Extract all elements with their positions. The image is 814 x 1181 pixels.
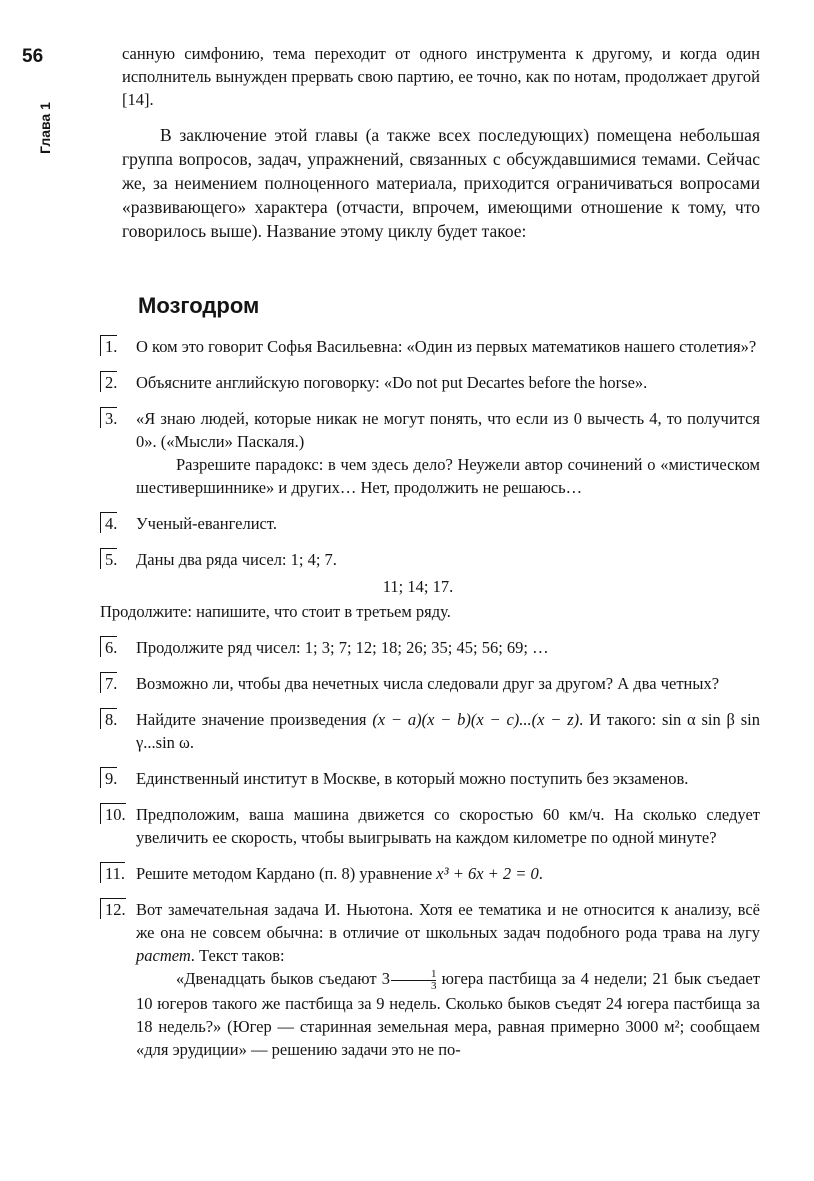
text-segment: . [189, 733, 195, 752]
problem-number: 2. [100, 371, 117, 392]
problem-text [136, 898, 760, 967]
problem-2 [100, 371, 760, 394]
problem-text: Даны два ряда чисел: 1; 4; 7. [136, 550, 337, 569]
chapter-label: Глава 1 [37, 102, 53, 154]
text-segment: Решите методом Кардано (п. 8) уравнение [136, 864, 437, 883]
problem-number: 4. [100, 512, 117, 533]
text-segment: Найдите значение произведения [136, 710, 373, 729]
section-heading: Мозгодром [138, 293, 260, 318]
problem-text: Ученый-евангелист. [136, 514, 277, 533]
problem-text: О ком это говорит Софья Васильевна: «Один из первых математиков нашего столетия»? [136, 337, 757, 356]
problem-number: 7. [100, 672, 117, 693]
problem-9 [100, 767, 760, 790]
problem-text: «Я знаю людей, которые никак не могут понять, что если из 0 вычесть 4, то получится 0». («Мысли» Паскаля.) [136, 409, 760, 451]
fraction-numerator: 1 [391, 969, 437, 981]
newton-problem-quote [136, 967, 760, 1061]
italic-word: растет [136, 946, 191, 965]
problem-6 [100, 636, 760, 659]
fraction-denominator: 3 [430, 979, 437, 992]
number-series-second: 11; 14; 17. [382, 577, 454, 596]
problem-number: 3. [100, 407, 117, 428]
problem-number: 10. [100, 803, 126, 824]
cubic-equation: x³ + 6x + 2 = 0 [436, 864, 539, 883]
problem-12 [100, 898, 760, 1061]
text-segment: . [538, 864, 543, 883]
problem-4 [100, 512, 760, 535]
problem-number: 1. [100, 335, 117, 356]
problem-text: Единственный институт в Москве, в который можно поступить без экзаменов. [136, 769, 689, 788]
problem-10 [100, 803, 760, 849]
sine-product-formula: sin α sin β sin γ...sin ω [136, 710, 760, 752]
chapter-closing-paragraph: В заключение этой главы (а также всех последующих) помещена небольшая группа вопросов, задач, упражнений, связанных с обсуждавшимися темами. Сейчас же, за неимением полноценного материала, приходится ограничиваться вопросами «развивающего» характера (отчасти, впрочем, имеющими отношение к тому, что говорилось выше). Название этому циклу будет такое: [122, 125, 760, 241]
problem-text [136, 708, 760, 754]
problem-1 [100, 335, 760, 358]
text-segment: «Двенадцать быков съедают 3 [176, 969, 390, 988]
problem-text: Предположим, ваша машина движется со скоростью 60 км/ч. На сколько следует увеличить ее скорость, чтобы выигрывать на каждом километре по одной минуте? [136, 805, 760, 847]
fraction-one-third [391, 969, 437, 992]
problem-number: 9. [100, 767, 117, 788]
problem-text-continuation: Продолжите: напишите, что стоит в третьем ряду. [100, 602, 451, 621]
problem-number: 12. [100, 898, 126, 919]
problem-text: Объясните английскую поговорку: «Do not put Decartes before the horse». [136, 373, 648, 392]
text-segment: Вот замечательная задача И. Ньютона. Хотя ее тематика и не относится к анализу, всё же она не совсем обычна: в отличие от школьных задач подобного рода трава на лугу [136, 900, 760, 942]
problem-8 [100, 708, 760, 754]
problem-text [136, 862, 760, 885]
problem-number: 6. [100, 636, 117, 657]
problem-text: Продолжите ряд чисел: 1; 3; 7; 12; 18; 26; 35; 45; 56; 69; … [136, 638, 549, 657]
problem-3 [100, 407, 760, 499]
problem-text: Возможно ли, чтобы два нечетных числа следовали друг за другом? А два четных? [136, 674, 720, 693]
text-segment: . Текст таков: [190, 946, 285, 965]
text-segment: . И такого: [579, 710, 662, 729]
problem-number: 8. [100, 708, 117, 729]
text-segment: югера пастбища за 4 недели; 21 бык съедает 10 югеров такого же пастбища за 9 недель. Сколько быков съедят 24 югера пастбища за 18 недель?» (Югер — старинная земельная мера, равная примерно 3000 м²; сообщаем «для эрудиции» — решению задачи это не по- [136, 969, 761, 1059]
page-content [100, 42, 760, 1074]
problem-5 [100, 548, 760, 623]
problem-number: 11. [100, 862, 125, 883]
problem-7 [100, 672, 760, 695]
problem-11 [100, 862, 760, 885]
intro-text: санную симфонию, тема переходит от одного инструмента к другому, и когда один исполнитель вынужден прервать свою партию, ее точно, как по нотам, продолжает другой [14]. [122, 44, 760, 109]
problem-text-continuation: Разрешите парадокс: в чем здесь дело? Неужели автор сочинений о «мистическом шестивершиннике» и других… Нет, продолжить не решаюсь… [136, 455, 760, 497]
problem-number: 5. [100, 548, 117, 569]
page-number: 56 [22, 46, 44, 67]
product-formula: (x − a)(x − b)(x − c)...(x − z) [372, 710, 580, 729]
